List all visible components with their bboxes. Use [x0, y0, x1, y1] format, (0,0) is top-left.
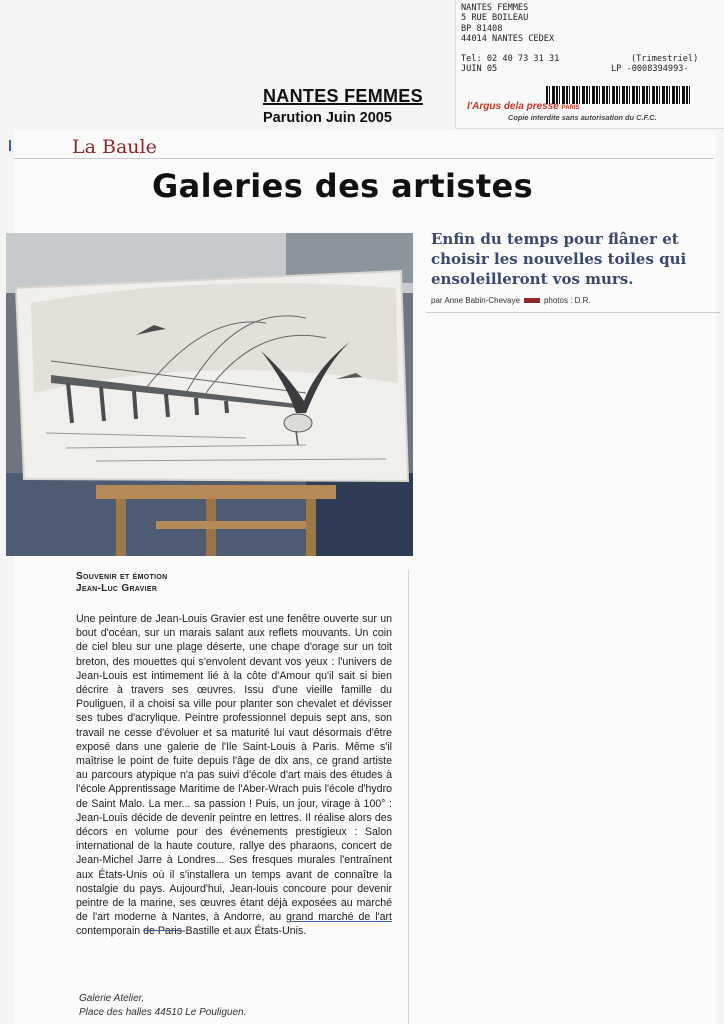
byline — [431, 296, 591, 305]
photo-caption — [76, 571, 167, 595]
byline-author: par Anne Babin-Chevaye — [431, 296, 520, 305]
painting-photo-illustration — [6, 233, 413, 556]
painting-photo — [6, 233, 413, 556]
body-text-continued: contemporain — [76, 925, 144, 938]
venue-name: Galerie Atelier, — [79, 993, 145, 1004]
agency-name: l'Argus dela presse — [467, 101, 559, 112]
article-body — [76, 612, 392, 939]
body-text-end: -Bastille et aux États-Unis. — [182, 925, 307, 938]
venue-info — [79, 992, 246, 1020]
section-rule — [14, 158, 714, 159]
caption-title: Souvenir et émotion — [76, 571, 168, 582]
article-headline: Galeries des artistes — [152, 167, 534, 205]
byline-rule — [426, 312, 720, 313]
byline-separator-icon — [524, 298, 540, 303]
agency-logo — [467, 101, 580, 112]
column-edge — [408, 570, 409, 1024]
margin-mark — [9, 140, 11, 151]
publication-date: Parution Juin 2005 — [263, 110, 392, 126]
copyright-notice: Copie interdite sans autorisation du C.F.C. — [508, 113, 657, 122]
article-dek: Enfin du temps pour flâner et choisir les nouvelles toiles qui ensoleilleront vos murs. — [431, 230, 687, 288]
agency-city: PARIS — [561, 105, 580, 111]
caption-artist: Jean-Luc Gravier — [76, 583, 158, 594]
publication-frequency: (Trimestriel) — [631, 54, 699, 64]
body-struck-text: de Paris — [143, 925, 183, 938]
body-text: Une peinture de Jean-Louis Gravier est une fenêtre ouverte sur un bout d'océan, sur un marais salant aux reflets mouvants. Un coin de ciel bleu sur une plage déserte, une chape d'orage sur un toit breton, des mouettes qui s'envolent devant vos yeux : l'univers de Jean-Louis est intimement lié à la côte d'Amour qu'il sait si bien décrire à travers ses œuvres. Issu d'une vieille famille du Pouliguen, il a choisi sa ville pour planter son chevalet et dévisser ses tubes d'acrylique. Peintre professionnel depuis sept ans, son travail ne cesse d'évoluer et sa maturité lui vaut désormais d'être exposé dans une galerie de l'Ile Saint-Louis à Paris. Même s'il maîtrise le point de fuite depuis l'âge de dix ans, ce grand artiste au parcours atypique n'a pas suivi d'école d'art mais des études à l'école Apprentissage Maritime de l'Aber-Wrach puis l'école d'hydro de Saint Malo. La mer... sa passion ! Puis, un jour, virage à 100° : Jean-Louis décide de devenir peintre en lettres. Il réalise alors des décors en volume pour des événements prestigieux : Salon international de la haute couture, rallye des pharaons, concert de Jean-Michel Jarre à Londres... Ses fresques murales l'entraînent aux États-Unis où il s'installera un temps avant de connaître la nostalgie du pays. Aujourd'hui, Jean-louis concoure pour devenir peintre de la marine, ses œuvres étant déjà exposées au marché de l'art moderne à Nantes, à Andorre, au — [76, 613, 392, 924]
section-label: La Baule — [72, 136, 157, 158]
publisher-phone: Tel: 02 40 73 31 31 JUIN 05 — [461, 54, 560, 75]
byline-photos: photos : D.R. — [543, 296, 591, 305]
publication-name: NANTES FEMMES — [263, 86, 423, 106]
lp-code: LP -0008394993- — [611, 64, 689, 74]
publisher-address: NANTES FEMMES 5 RUE BOILEAU BP 81408 44014 NANTES CEDEX — [461, 3, 555, 45]
venue-address: Place des halles 44510 Le Pouliguen. — [79, 1007, 247, 1018]
body-underlined-text: grand marché de l'art — [286, 911, 392, 924]
